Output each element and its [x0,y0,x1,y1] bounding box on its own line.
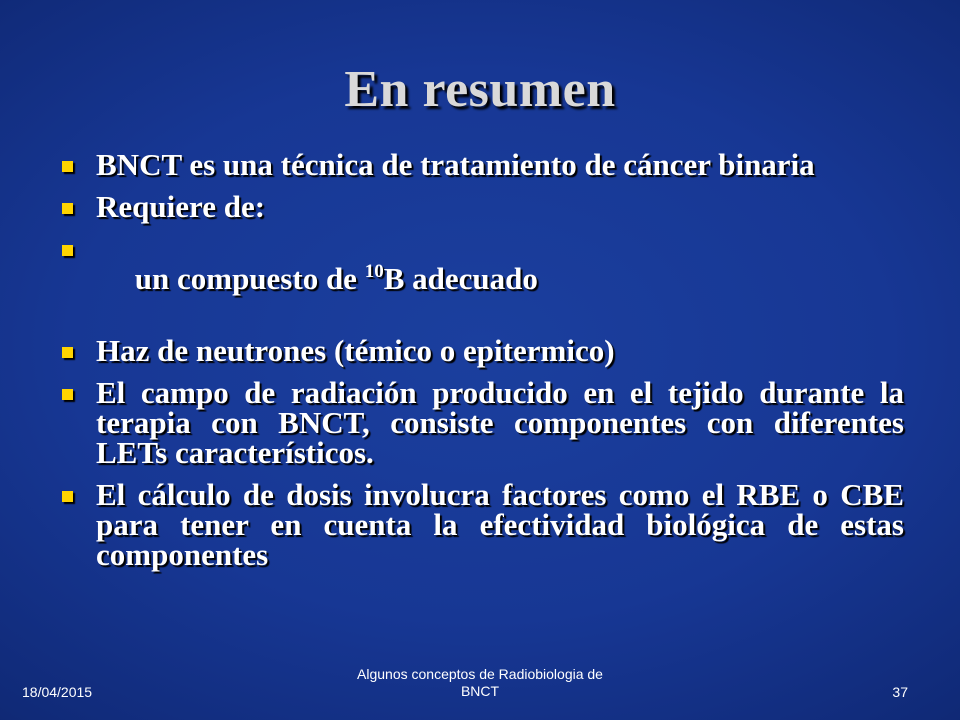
square-bullet-icon [62,347,73,358]
bullet-item [62,477,904,572]
footer-date: 18/04/2015 [22,684,93,700]
bullet-item [62,333,904,368]
square-bullet-icon [62,203,73,214]
slide-number: 37 [892,684,908,700]
slide-title: En resumen [344,61,616,118]
bullet-item [62,147,904,182]
bullet-text: Requiere de: [96,189,266,224]
bullet-text-pre: un compuesto de [127,261,365,296]
square-bullet-icon [62,389,73,400]
footer-title [330,666,630,700]
square-bullet-icon [62,491,73,502]
bullet-text: El campo de radiación producido en el tejido durante la terapia con BNCT, consiste componentes con diferentes LETs característicos. [96,375,904,470]
bullet-text: Haz de neutrones (témico o epitermico) [96,333,615,368]
footer-title-line1: Algunos conceptos de Radiobiologia de [357,666,603,682]
bullet-text: BNCT es una técnica de tratamiento de cáncer binaria [96,147,815,182]
square-bullet-icon [62,245,73,256]
bullet-item [62,234,904,324]
bullet-item [62,189,904,224]
bullet-item [62,375,904,470]
footer-title-line2: BNCT [460,683,500,699]
bullet-list [62,147,904,582]
bullet-text-post: B adecuado [383,261,538,296]
isotope-superscript: 10 [364,261,384,282]
bullet-text: El cálculo de dosis involucra factores como el RBE o CBE para tener en cuenta la efectividad biológica de estas componentes [96,477,904,572]
square-bullet-icon [62,161,73,172]
